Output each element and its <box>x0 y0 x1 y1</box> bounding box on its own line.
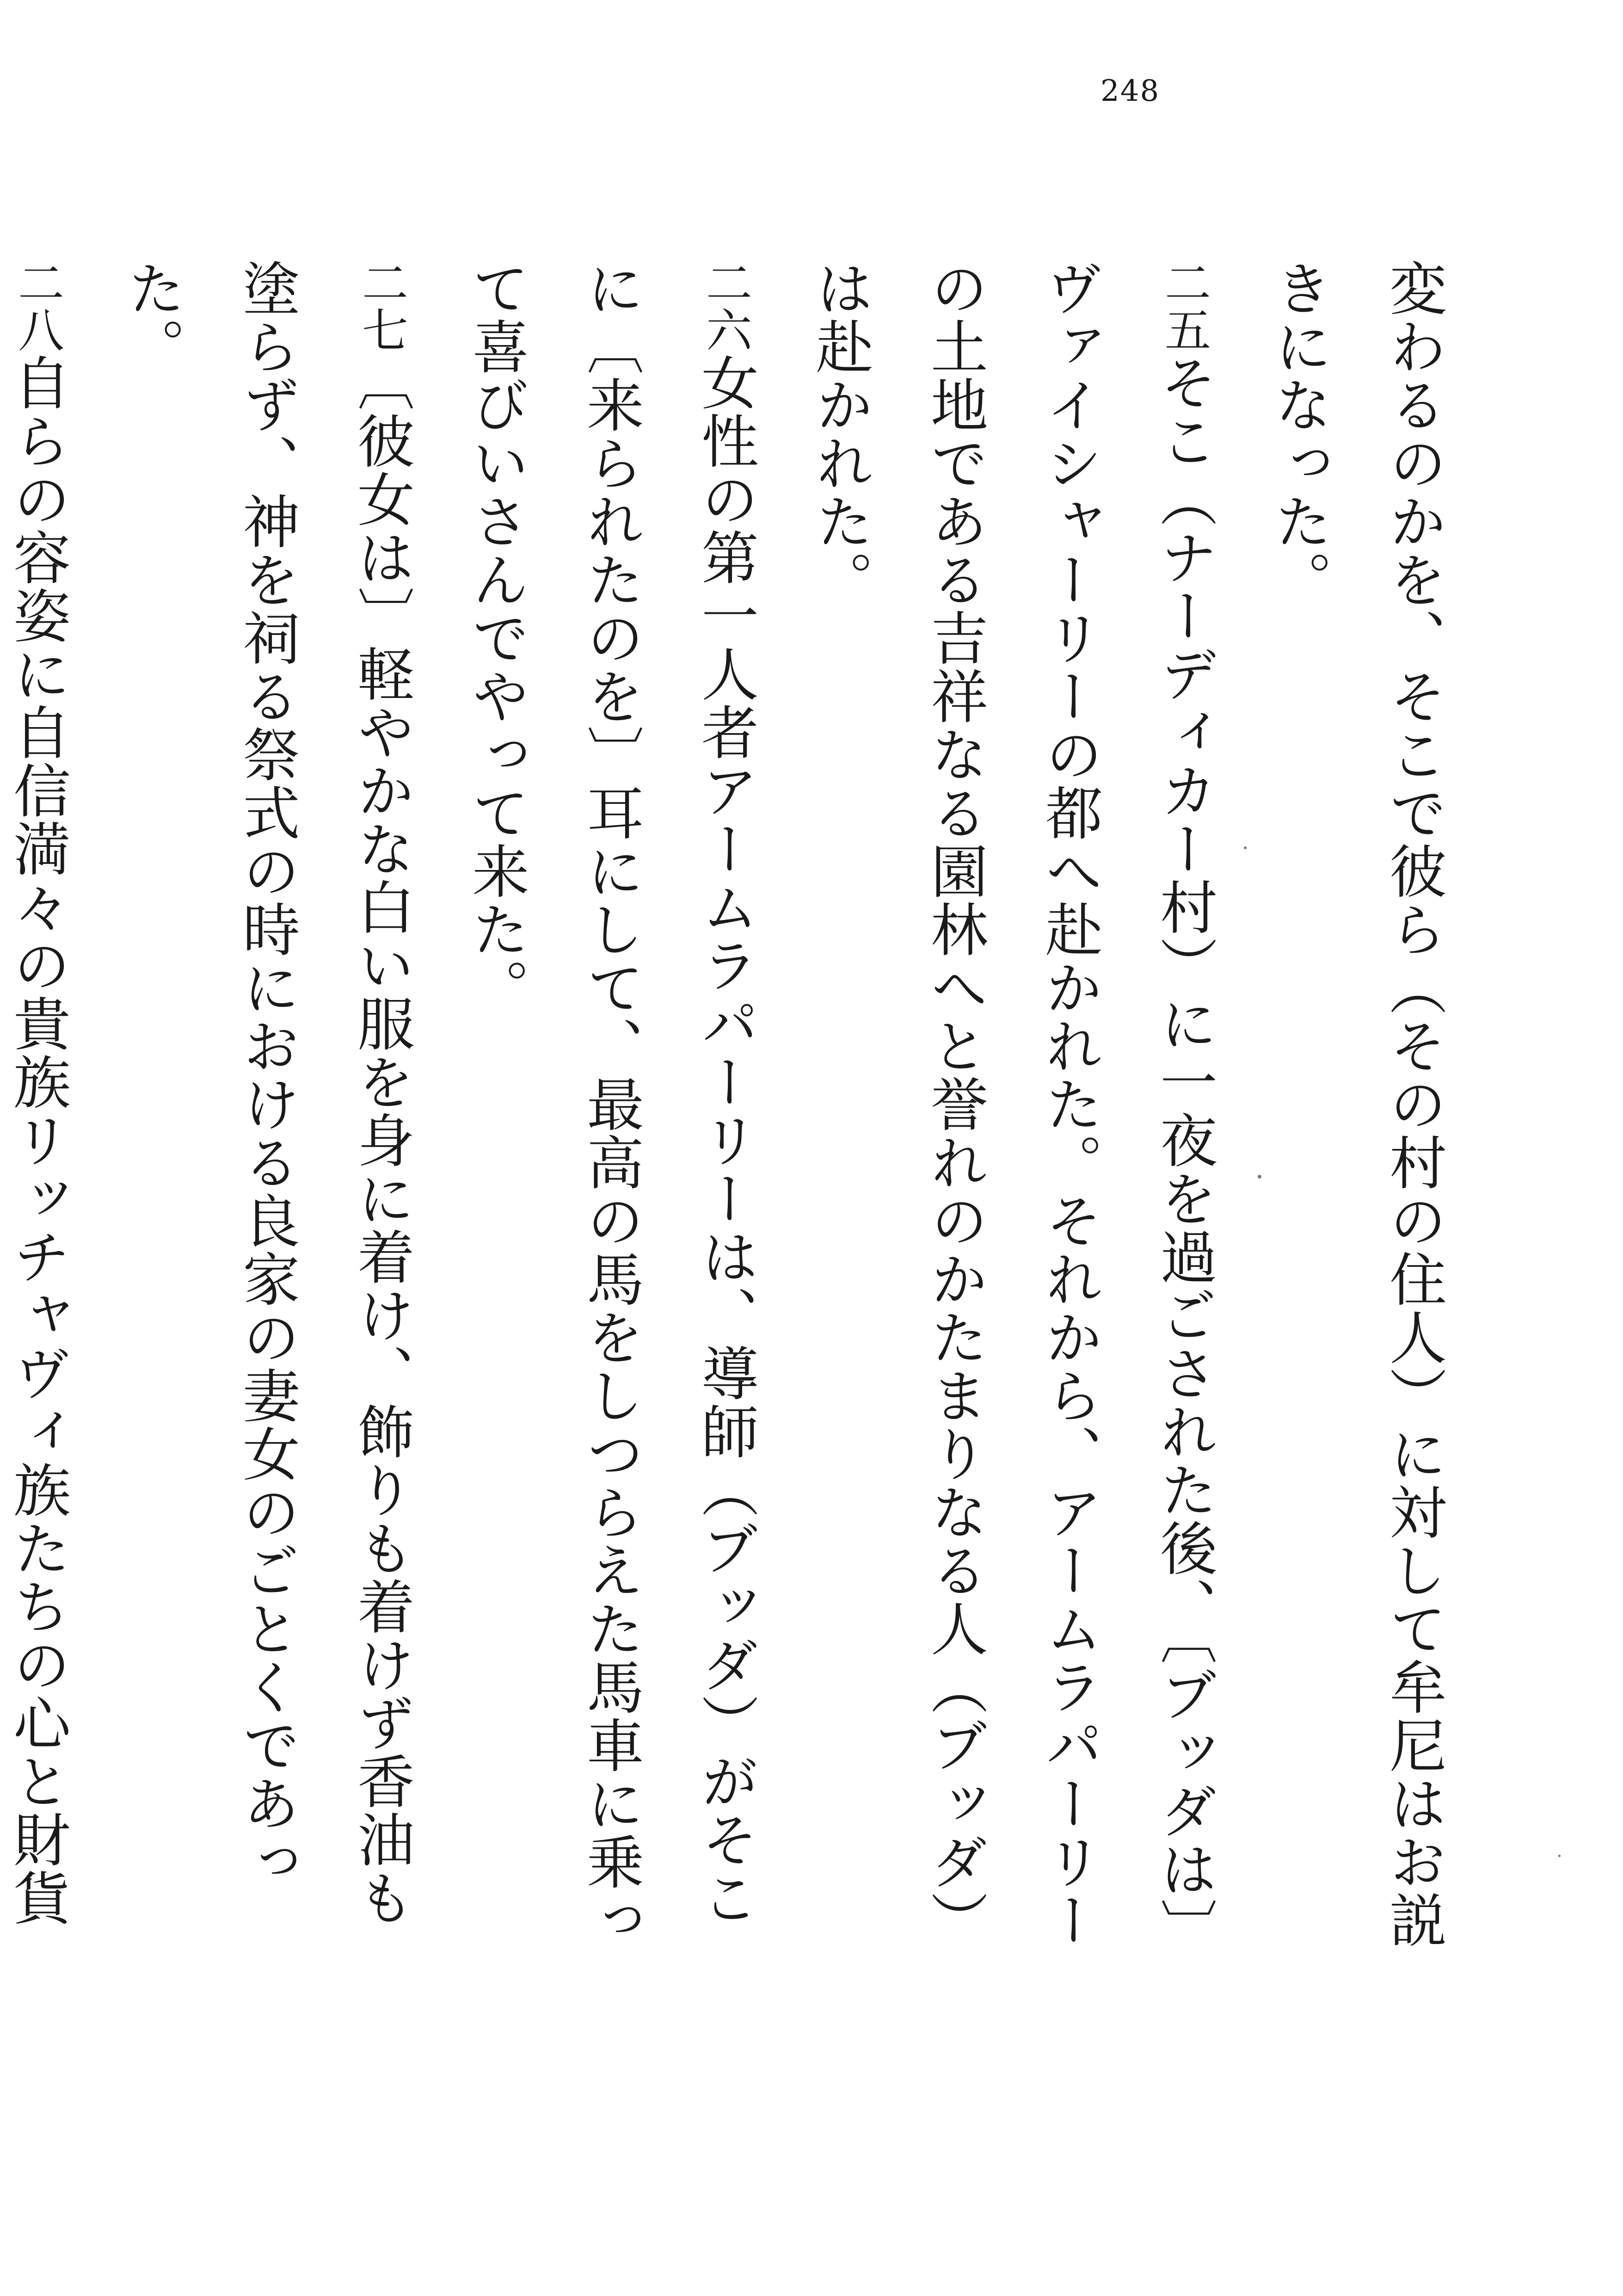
verse-26 <box>438 259 782 1970</box>
verse-27 <box>94 259 438 1970</box>
verse-25 <box>782 259 1241 1970</box>
page-number: 248 <box>1100 74 1160 108</box>
verse-text: そこ（ナーディカー村）に一夜を過ごされた後、〔ブッダは〕ヴァイシャーリーの都へ赴かれた。それから、アームラパーリーの土地である吉祥なる園林へと誉れのかたまりなる人（ブッダ）は赴かれた。 <box>806 259 1217 1957</box>
paragraph-continuation <box>1241 259 1470 1970</box>
verse-number: 二七 <box>354 259 408 353</box>
paper-speck <box>1258 1175 1261 1179</box>
verse-text: 〔彼女は〕軽やかな白い服を身に着け、飾りも着けず香油も塗らず、神を祠る祭式の時における良家の妻女のごとくであった。 <box>118 259 414 1927</box>
verse-number: 二六 <box>698 259 752 353</box>
verse-28 <box>0 259 94 1970</box>
verse-number: 二八 <box>10 259 64 353</box>
paper-speck <box>1244 846 1247 849</box>
verse-text: 自らの容姿に自信満々の貴族リッチャヴィ族たちの心と財貨 <box>4 353 70 1927</box>
verse-text: 女性の第一人者アームラパーリーは、導師（ブッダ）がそこに〔来られたのを〕耳にして、最高の馬をしつらえた馬車に乗って喜びいさんでやって来た。 <box>462 259 758 1949</box>
paragraph-text: 変わるのかを、そこで彼ら（その村の住人）に対して牟尼はお説きになった。 <box>1265 259 1446 1949</box>
paper-speck <box>1558 1855 1561 1857</box>
verse-number: 二五 <box>1157 259 1211 353</box>
main-text <box>4 259 1470 1970</box>
